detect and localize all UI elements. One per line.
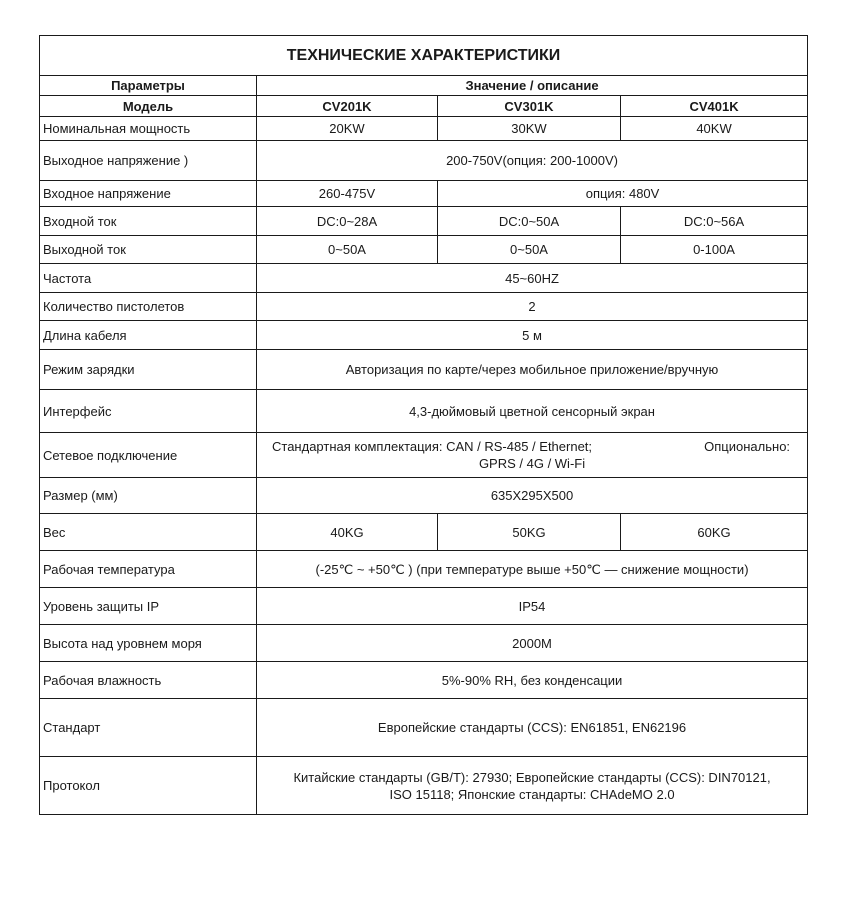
table-row — [40, 321, 808, 350]
value-header: Значение / описание — [257, 76, 808, 96]
table-row — [40, 264, 808, 293]
row-label: Вес — [40, 514, 257, 551]
cell-value: 45~60HZ — [257, 264, 808, 293]
table-row — [40, 293, 808, 321]
row-label: Протокол — [40, 757, 257, 815]
row-label: Входной ток — [40, 207, 257, 236]
row-label: Количество пистолетов — [40, 293, 257, 321]
row-label: Входное напряжение — [40, 181, 257, 207]
model-cv301k: CV301K — [438, 96, 621, 117]
table-row — [40, 390, 808, 433]
network-optional: GPRS / 4G / Wi-Fi — [478, 456, 586, 471]
cell-value — [257, 433, 808, 478]
model-row — [40, 96, 808, 117]
cell-value: 0~50A — [438, 236, 621, 264]
table-row — [40, 757, 808, 815]
cell-value: 50KG — [438, 514, 621, 551]
header-row — [40, 76, 808, 96]
table-row — [40, 117, 808, 141]
cell-value: Европейские стандарты (CCS): EN61851, EN62196 — [257, 699, 808, 757]
title-row — [40, 36, 808, 76]
cell-value: опция: 480V — [438, 181, 808, 207]
row-label: Размер (мм) — [40, 478, 257, 514]
table-row — [40, 625, 808, 662]
cell-value: (-25℃ ~ +50℃ ) (при температуре выше +50℃ — снижение мощности) — [257, 551, 808, 588]
table-row — [40, 478, 808, 514]
params-header: Параметры — [40, 76, 257, 96]
cell-value: 20KW — [257, 117, 438, 141]
cell-value: DC:0~28A — [257, 207, 438, 236]
row-label: Выходной ток — [40, 236, 257, 264]
network-optional-label: Опционально: — [704, 439, 791, 454]
row-label: Интерфейс — [40, 390, 257, 433]
table-row — [40, 141, 808, 181]
table-row — [40, 699, 808, 757]
row-label: Уровень защиты IP — [40, 588, 257, 625]
network-line-1 — [260, 438, 804, 455]
row-label: Длина кабеля — [40, 321, 257, 350]
cell-value: 0~50A — [257, 236, 438, 264]
specifications-table — [39, 35, 808, 815]
row-label: Выходное напряжение ) — [40, 141, 257, 181]
cell-value: DC:0~56A — [621, 207, 808, 236]
table-row — [40, 181, 808, 207]
cell-value: DC:0~50A — [438, 207, 621, 236]
row-label: Режим зарядки — [40, 350, 257, 390]
cell-value: 2 — [257, 293, 808, 321]
cell-value: 0-100A — [621, 236, 808, 264]
row-label: Номинальная мощность — [40, 117, 257, 141]
row-label: Высота над уровнем моря — [40, 625, 257, 662]
cell-value: 200-750V(опция: 200-1000V) — [257, 141, 808, 181]
cell-value: 4,3-дюймовый цветной сенсорный экран — [257, 390, 808, 433]
row-label: Частота — [40, 264, 257, 293]
table-row — [40, 433, 808, 478]
table-row — [40, 514, 808, 551]
model-header: Модель — [40, 96, 257, 117]
cell-value: 60KG — [621, 514, 808, 551]
model-cv401k: CV401K — [621, 96, 808, 117]
table-row — [40, 588, 808, 625]
table-row — [40, 207, 808, 236]
row-label: Сетевое подключение — [40, 433, 257, 478]
cell-value: Авторизация по карте/через мобильное приложение/вручную — [257, 350, 808, 390]
cell-value: 5 м — [257, 321, 808, 350]
table-title: ТЕХНИЧЕСКИЕ ХАРАКТЕРИСТИКИ — [40, 36, 808, 76]
cell-value: 30KW — [438, 117, 621, 141]
cell-value: 40KW — [621, 117, 808, 141]
row-label: Рабочая температура — [40, 551, 257, 588]
table-row — [40, 236, 808, 264]
cell-value: 5%-90% RH, без конденсации — [257, 662, 808, 699]
table-row — [40, 662, 808, 699]
cell-value: 2000M — [257, 625, 808, 662]
cell-value: 260-475V — [257, 181, 438, 207]
protocol-line-1: Китайские стандарты (GB/T): 27930; Европейские стандарты (CCS): DIN70121, — [293, 769, 771, 785]
cell-value: 40KG — [257, 514, 438, 551]
table-row — [40, 350, 808, 390]
row-label: Стандарт — [40, 699, 257, 757]
row-label: Рабочая влажность — [40, 662, 257, 699]
table-row — [40, 551, 808, 588]
network-standard: Стандартная комплектация: CAN / RS-485 / Ethernet; — [272, 439, 593, 454]
cell-value: 635X295X500 — [257, 478, 808, 514]
protocol-line-2: ISO 15118; Японские стандарты: CHAdeMO 2.0 — [389, 786, 675, 802]
cell-value — [257, 757, 808, 815]
cell-value: IP54 — [257, 588, 808, 625]
model-cv201k: CV201K — [257, 96, 438, 117]
